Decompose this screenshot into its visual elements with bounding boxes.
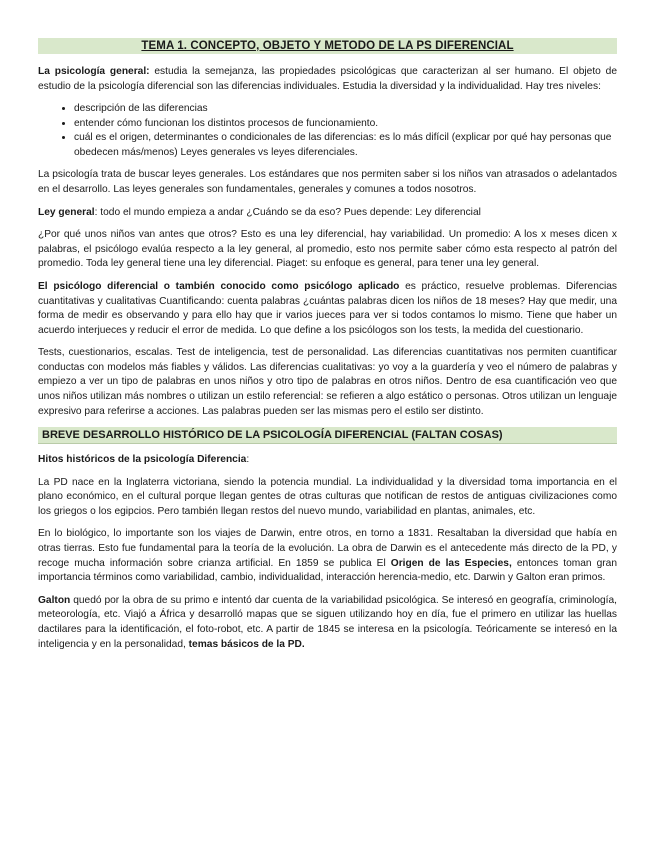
darwin-bold: Origen de las Especies, [390,557,512,569]
section-title-history: BREVE DESARROLLO HISTÓRICO DE LA PSICOLOGÍA DIFERENCIAL (FALTAN COSAS) [38,427,617,444]
list-item: • cuál es el origen, determinantes o condicionales de las diferencias: es lo más difícil (explicar por qué hay personas que obedecen más/menos) Leyes generales vs leyes diferenciales. [74,131,617,160]
document-title: TEMA 1. CONCEPTO, OBJETO Y METODO DE LA PS DIFERENCIAL [38,38,617,54]
list-item: • descripción de las diferencias [74,102,617,117]
galton-text: quedó por la obra de su primo e intentó dar cuenta de la variabilidad psicológica. Se interesó en geografía, criminología, meteorología, etc. Viajó a África y desarrolló mapas que se siguen utilizando hoy en día, fue el primero en utilizar las huellas dactilares para la identificación, el foto-robot, etc. A partir de 1845 se interesa en la psicología. Teóricamente se interesó en la inteligencia y en la personalidad, [38,594,617,650]
darwin-paragraph [38,527,617,585]
psicologo-paragraph [38,280,617,338]
hitos-paragraph [38,453,617,468]
galton-bold-end: temas básicos de la PD. [188,638,305,650]
hitos-bold: Hitos históricos de la psicología Diferencia [38,454,247,466]
intro-paragraph [38,65,617,94]
laws-paragraph: La psicología trata de buscar leyes generales. Los estándares que nos permiten saber si los niños van atrasados o adelantados en el desarrollo. Las leyes generales son fundamentales, generales y comunes a todos nosotros. [38,169,617,196]
hitos-text: : [246,454,250,466]
galton-paragraph [38,594,617,652]
ley-general-text: : todo el mundo empieza a andar ¿Cuándo se da eso? Pues depende: Ley diferencial [94,206,481,218]
psicologo-bold: El psicólogo diferencial o también conocido como psicólogo aplicado [38,280,400,292]
ninos-paragraph: ¿Por qué unos niños van antes que otros? Esto es una ley diferencial, hay variabilidad. Un promedio: A los x meses dicen x palabras, el psicólogo evalúa respecto a la ley general, al promedio, esto nos permite saber cómo esta respecto al patrón del promedio. Toda ley general tiene una ley diferencial. Piaget: su enfoque es general, para tener una ley general. [38,229,617,270]
list-item: • entender cómo funcionan los distintos procesos de funcionamiento. [74,117,617,132]
levels-list [38,102,617,160]
psicologo-text: es práctico, resuelve problemas. Diferencias cuantitativas y cualitativas Cuantificando: cuenta palabras ¿cuántas palabras dicen los niños de 18 meses? Hay que medir, una forma de medir es observando y para ello hay que ir varios jueces para ver si todos contamos lo mismo. Tiene que haber un acuerdo interjueces y reducir el error de medida. Lo que define a los psicólogos son los tests, la medida del cuestionario. [38,280,617,336]
intro-text: estudia la semejanza, las propiedades psicológicas que caracterizan al ser humano. El objeto de estudio de la psicología diferencial son las diferencias individuales. Estudia la diversidad y la individualidad. Hay tres niveles: [38,66,617,92]
ley-general-bold: Ley general [38,206,95,218]
intro-bold: La psicología general: [38,66,150,77]
darwin-text-2: entonces toman gran importancia términos como variabilidad, cambio, individualidad, interacción herencia-medio, etc. Darwin y Galton eran primos. [38,557,617,584]
galton-bold: Galton [38,594,71,606]
tests-paragraph: Tests, cuestionarios, escalas. Test de inteligencia, test de personalidad. Las diferencias cuantitativas nos permiten cuantificar conductas con modelos más fiables y válidos. Las diferencias cualitativas: yo voy a la guardería y veo el número de palabras y empiezo a ver un tipo de palabras en unos niños y otro tipo de palabras en otros niños. Dentro de esa cuantificación veo que unos niños utilizan más nombres o utilizan un estilo referencial: se refieren a algo estático o personas. Otros utilizan un lenguaje expresivo para referirse a acciones. Las palabras pueden ser las mismas pero el estilo ser distinto. [38,347,617,417]
ley-general-paragraph [38,206,617,221]
darwin-text-1: En lo biológico, lo importante son los viajes de Darwin, entre otros, en torno a 1831. Resaltaban la diversidad que había en otras tierras. Esto fue fundamental para la teoría de la evolución. La obra de Darwin es el antecedente más directo de la PD, y recoge mucha información sobre crianza artificial. En 1859 se publica El [38,528,617,569]
pd-paragraph: La PD nace en la Inglaterra victoriana, siendo la potencia mundial. La individualidad y la diversidad toma importancia en el plano económico, en el cultural porque llegan gentes de otras culturas que notifican de restos de antiguas civilizaciones como los griegos o los egipcios. Pero también llegan restos del nuevo mundo, variabilidad en plantas, animales, etc. [38,476,617,517]
